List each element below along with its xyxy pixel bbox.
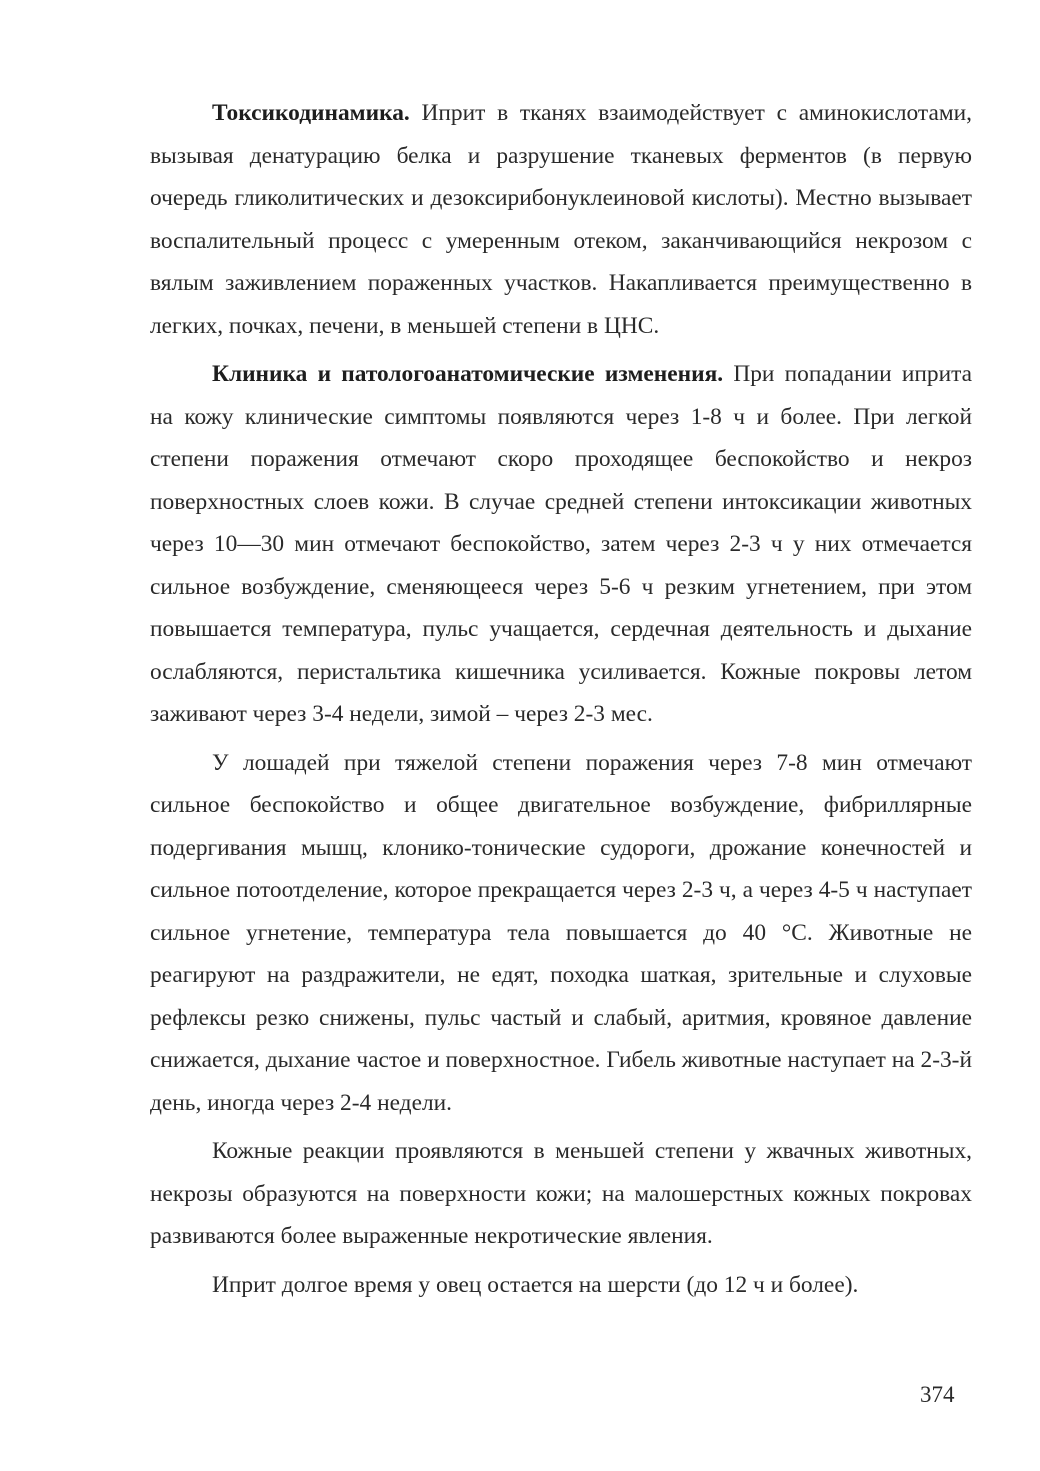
paragraph-heading-toxicodynamics: Токсикодинамика.	[212, 100, 410, 126]
page-number: 374	[920, 1382, 955, 1407]
paragraph-text-toxicodynamics: Иприт в тканях взаимодействует с аминокислотами, вызывая денатурацию белка и разрушение тканевых ферментов (в первую очередь гликолитических и дезоксирибонуклеиновой кислоты). Местно вызывает воспалительный процесс с умеренным отеком, заканчивающийся некрозом с вялым заживлением пораженных участков. Накапливается преимущественно в легких, почках, печени, в меньшей степени в ЦНС.	[150, 100, 972, 339]
paragraph-text-sheep-wool: Иприт долгое время у овец остается на шерсти (до 12 ч и более).	[212, 1271, 859, 1298]
paragraph-text-horses: У лошадей при тяжелой степени поражения через 7-8 мин отмечают сильное беспокойство и общее двигательное возбуждение, фибриллярные подергивания мышц, клонико-тонические судороги, дрожание конечностей и сильное потоотделение, которое прекращается через 2-3 ч, а через 4-5 ч наступает сильное угнетение, температура тела повышается до 40 °С. Животные не реагируют на раздражители, не едят, походка шаткая, зрительные и слуховые рефлексы резко снижены, пульс частый и слабый, аритмия, кровяное давление снижается, дыхание частое и поверхностное. Гибель животные наступает на 2-3-й день, иногда через 2-4 недели.	[150, 749, 972, 1116]
paragraph-heading-clinic: Клиника и патологоанатомические изменения.	[212, 361, 724, 387]
page-body	[150, 92, 972, 1312]
paragraph-skin-reactions	[150, 1130, 972, 1258]
paragraph-clinic	[150, 353, 972, 736]
paragraph-text-skin-reactions: Кожные реакции проявляются в меньшей степени у жвачных животных, некрозы образуются на поверхности кожи; на малошерстных кожных покровах развиваются более выраженные некротические явления.	[150, 1138, 972, 1249]
paragraph-sheep-wool	[150, 1264, 972, 1307]
paragraph-horses	[150, 742, 972, 1125]
paragraph-toxicodynamics	[150, 92, 972, 347]
paragraph-text-clinic: При попадании иприта на кожу клинические симптомы появляются через 1-8 ч и более. При легкой степени поражения отмечают скоро проходящее беспокойство и некроз поверхностных слоев кожи. В случае средней степени интоксикации животных через 10—30 мин отмечают беспокойство, затем через 2-3 ч у них отмечается сильное возбуждение, сменяющееся через 5-6 ч резким угнетением, при этом повышается температура, пульс учащается, сердечная деятельность и дыхание ослабляются, перистальтика кишечника усиливается. Кожные покровы летом заживают через 3-4 недели, зимой – через 2-3 мес.	[150, 361, 972, 727]
